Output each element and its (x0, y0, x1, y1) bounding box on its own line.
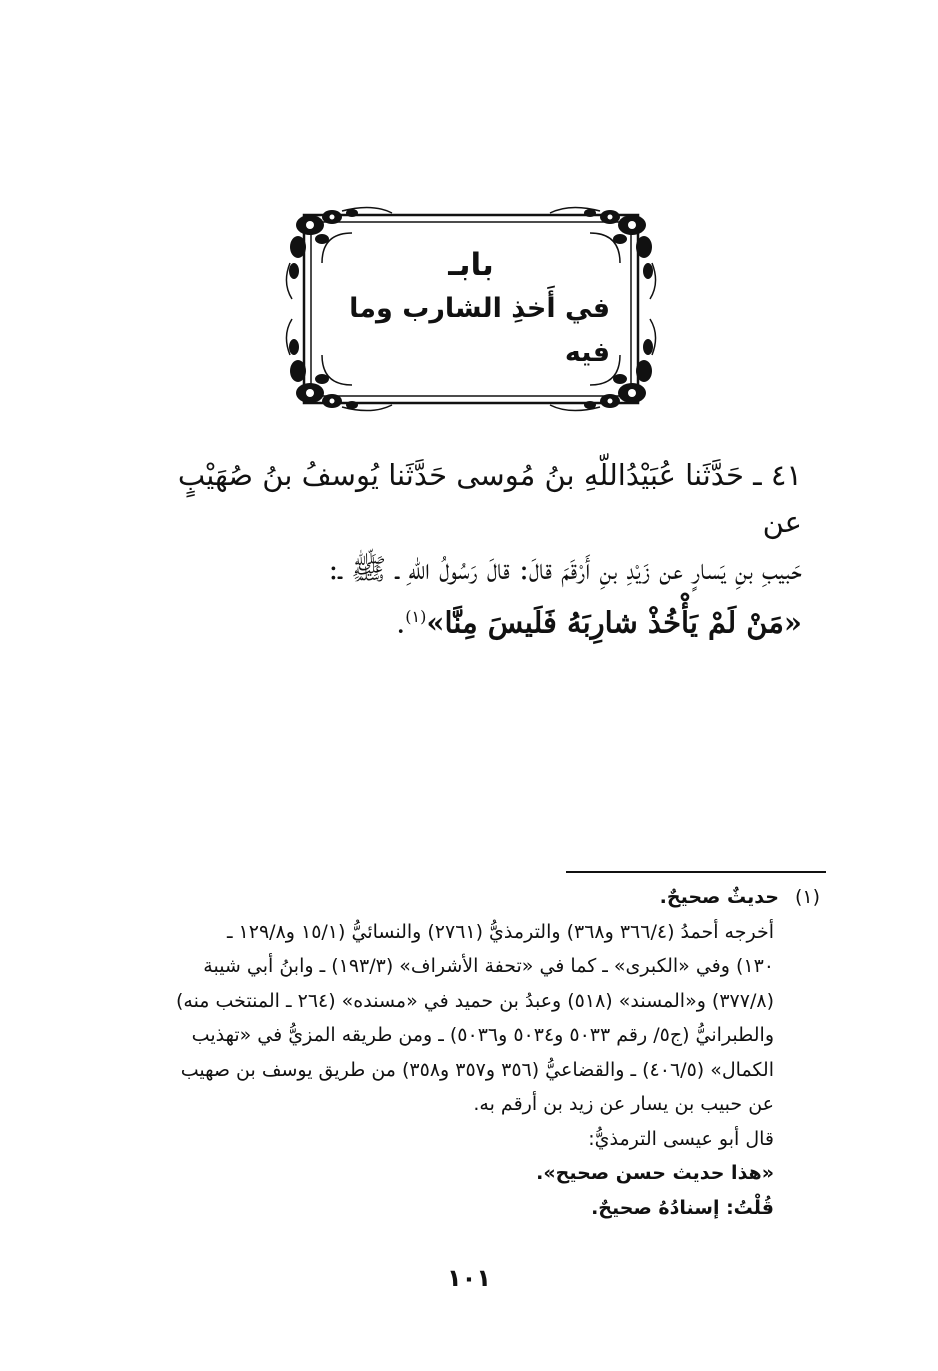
footnote-heading-text: حديثٌ صحيحٌ. (659, 886, 779, 908)
hadith-line: ٤١ ـ حَدَّثَنا عُبَيْدُاللّهِ بنُ مُوسى حَدَّثَنا يُوسفُ بنُ صُهَيْبٍ عن (177, 458, 802, 539)
footnote-heading (128, 880, 820, 915)
footnote-line: قال أبو عيسى الترمذيُّ: (588, 1127, 774, 1150)
footnote-marker: (١) (794, 886, 820, 908)
footnote-reference[interactable]: (١) (405, 607, 427, 626)
page-number: ١٠١ (447, 1264, 491, 1292)
hadith-matn-line (130, 593, 802, 647)
hadith-end: . (396, 605, 406, 640)
footnote-line: أخرجه أحمدُ (٣٦٦/٤ و٣٦٨) والترمذيُّ (٢٧٦١) والنسائيُّ (١٥/١ و١٢٩/٨ ـ (226, 920, 774, 943)
footnote-line: ١٣٠) وفي «الكبرى» ـ كما في «تحفة الأشراف» (١٩٣/٣) ـ وابنُ أبي شيبة (203, 955, 774, 977)
footnote-line: عن حبيب بن يسار عن زيد بن أرقم به. (473, 1093, 774, 1115)
chapter-frame (282, 203, 660, 415)
hadith-matn: «مَنْ لَمْ يَأْخُذْ شارِبَهُ فَلَيسَ مِنَّا» (426, 605, 802, 640)
footnote-quote: «هذا حديث حسن صحيح». (536, 1162, 774, 1184)
hadith-text (130, 452, 802, 647)
chapter-label: بابـ (448, 247, 494, 283)
hadith-line: حَبيبِ بنِ يَسارٍ عن زَيْدِ بنِ أَرْقَمَ قالَ: قالَ رَسُولُ اللّهِ ـ ﷺ ـ: (328, 552, 802, 586)
footnote-line: والطبرانيُّ (ج٥/ رقم ٥٠٣٣ و٥٠٣٤ و٥٠٣٦) ـ ومن طريقه المزيُّ في «تهذيب (191, 1024, 774, 1046)
footnote-line: الكمال» (٤٠٦/٥) ـ والقضاعيُّ (٣٥٦ و٣٥٧ و٣٥٨) من طريق يوسف بن صهيب (180, 1058, 774, 1081)
footnotes (128, 880, 820, 1225)
footnote-line: (٣٧٧/٨) و«المسند» (٥١٨) وعبدُ بن حميد في «مسنده» (٢٦٤ ـ المنتخب منه) (175, 989, 774, 1012)
chapter-title: في أَخذِ الشارب وما فيه (349, 293, 610, 368)
footnote-separator (566, 871, 826, 873)
footnote-conclusion: قُلْتُ: إسنادُهُ صحيحٌ. (591, 1196, 774, 1219)
chapter-heading (332, 243, 610, 375)
